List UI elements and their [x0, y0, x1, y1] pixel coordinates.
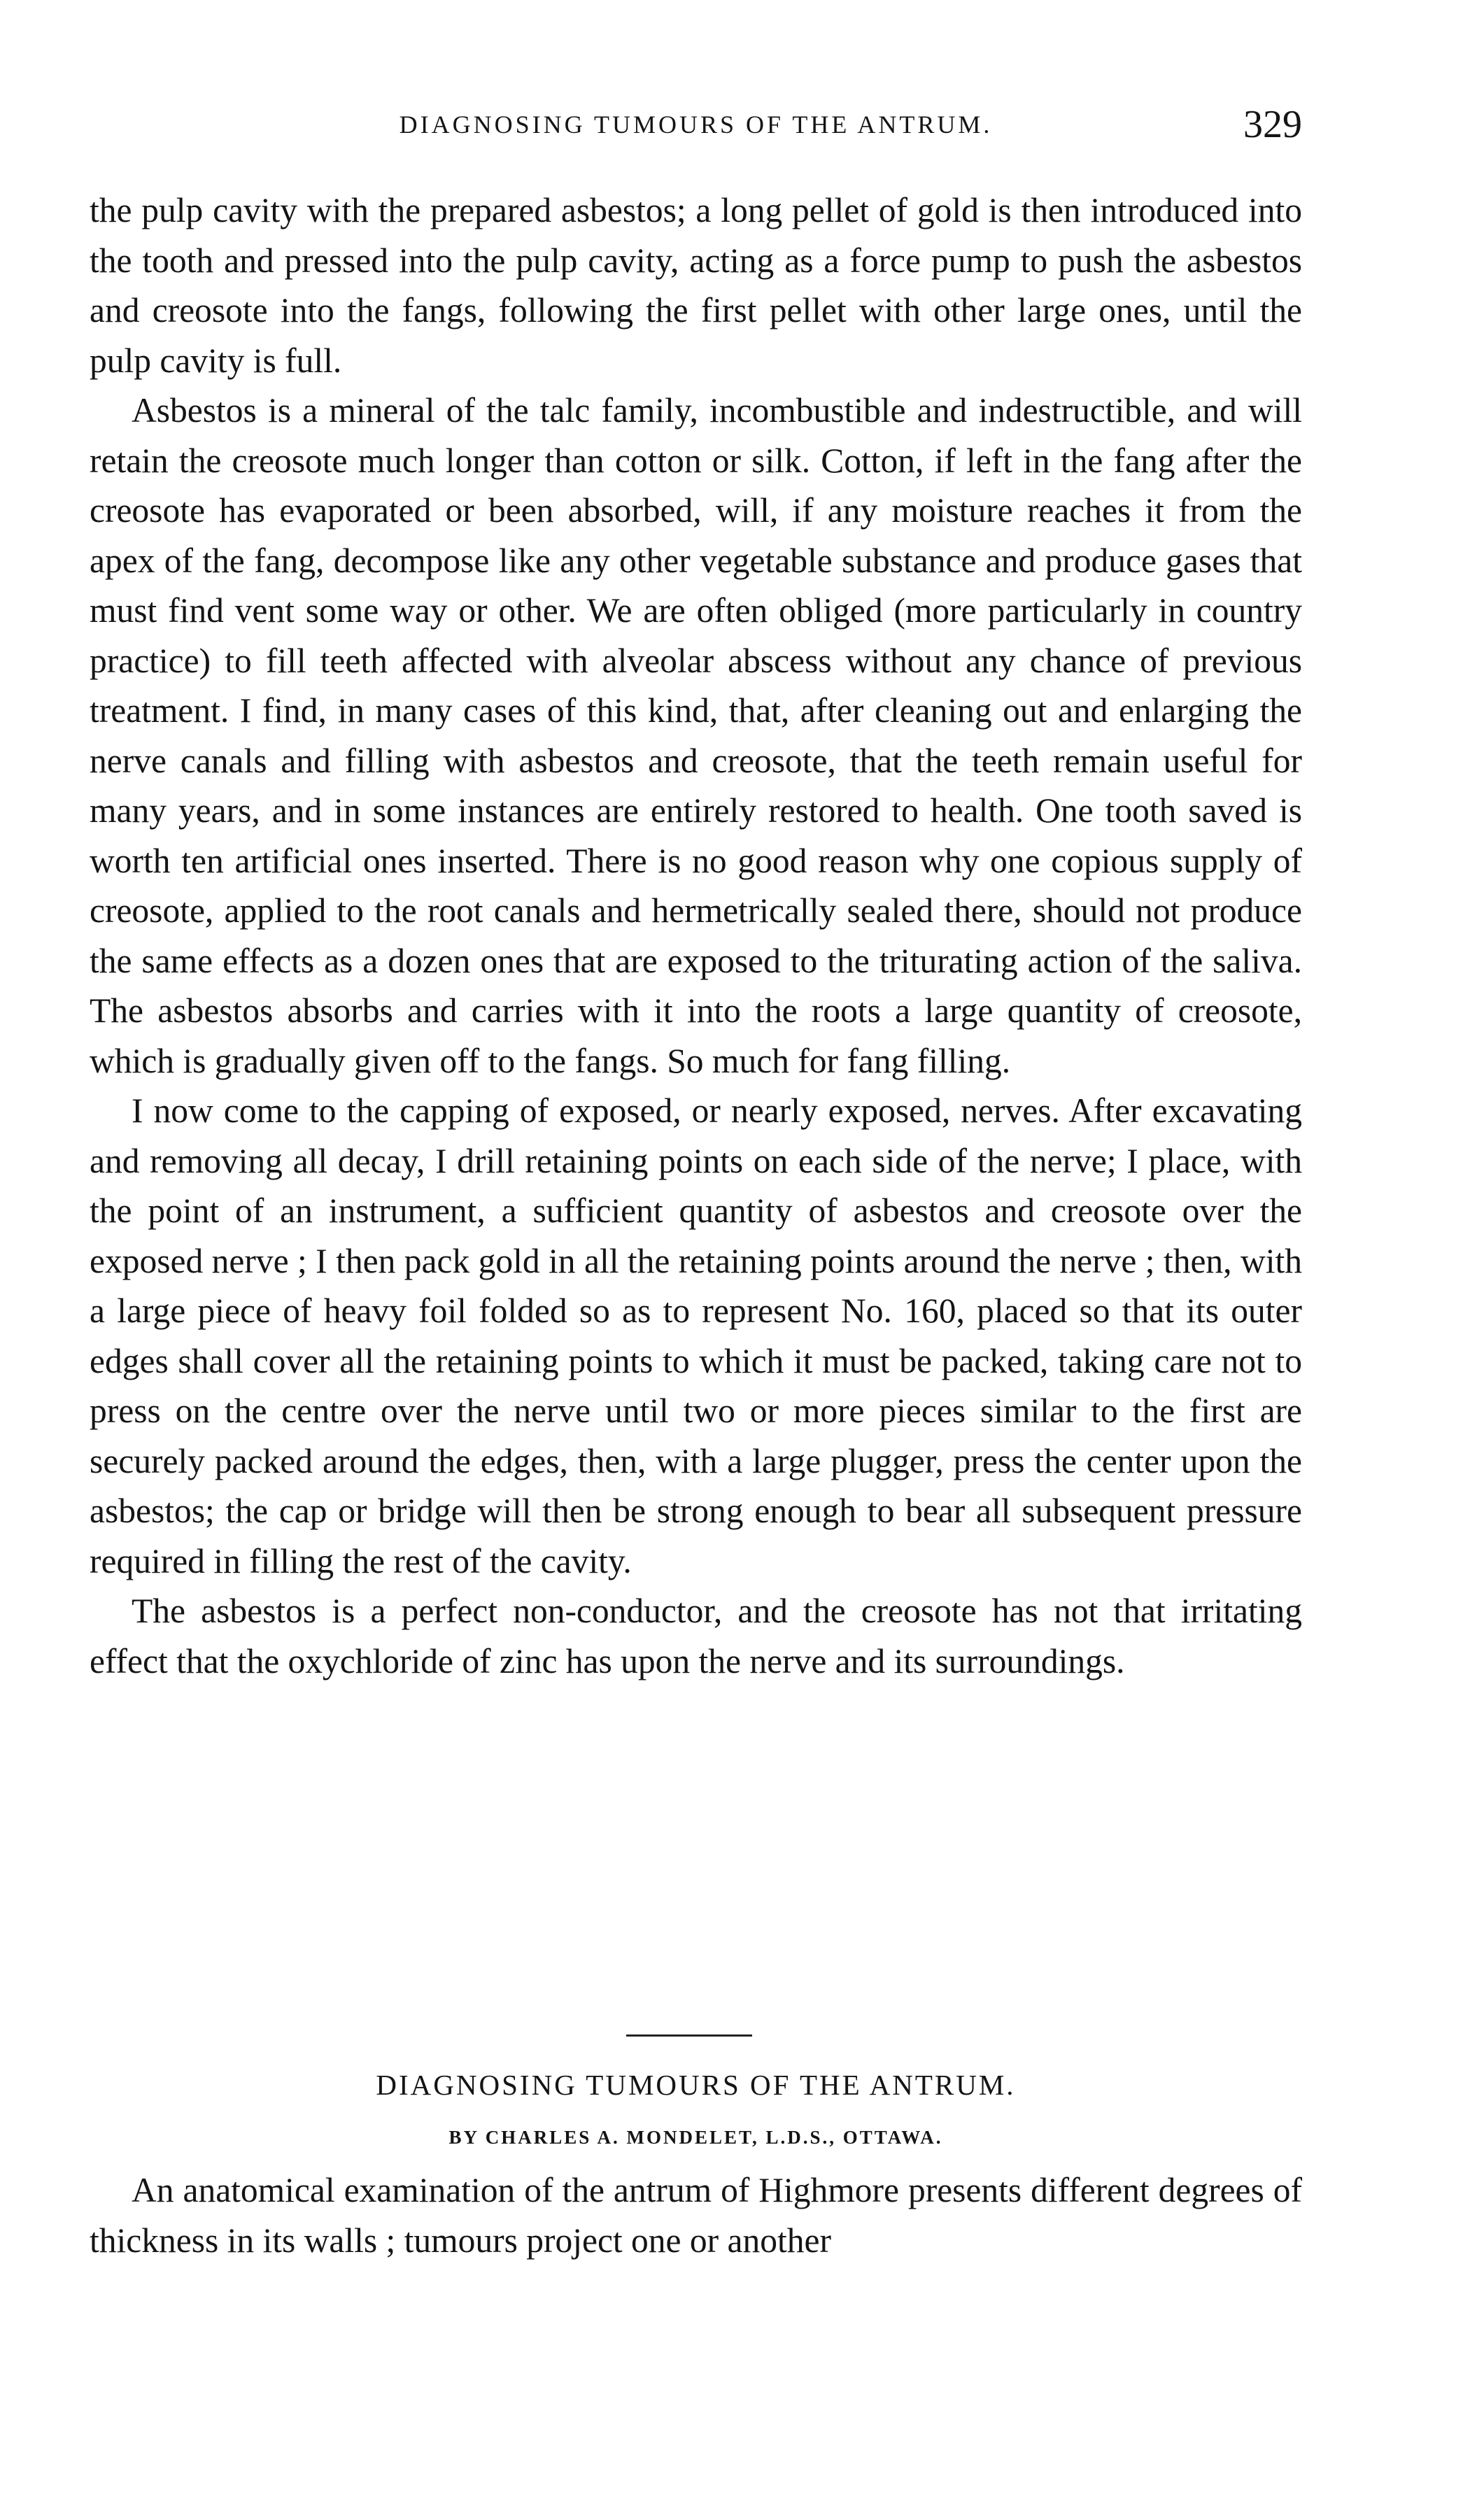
article-title: DIAGNOSING TUMOURS OF THE ANTRUM.: [376, 2069, 1016, 2101]
article-opening-paragraph: An anatomical examination of the antrum of Highmore presents different degrees of thickness in its walls ; tumours project one or another: [90, 2171, 1302, 2260]
running-title: DIAGNOSING TUMOURS OF THE ANTRUM.: [399, 111, 993, 139]
paragraph-capping: I now come to the capping of exposed, or nearly exposed, nerves. After excavating and removing all decay, I drill retaining points on each side of the nerve; I place, with the point of an instrument, a sufficient quantity of asbestos and creosote over the exposed nerve ; I then pack gold in all the retaining points around the nerve ; then, with a large piece of heavy foil folded so as to represent No. 160, placed so that its outer edges shall cover all the retaining points to which it must be packed, taking care not to press on the centre over the nerve until two or more pieces similar to the first are securely packed around the edges, then, with a large plugger, press the center upon the asbestos; the cap or bridge will then be strong enough to bear all subsequent pressure required in filling the rest of the cavity.: [90, 1091, 1302, 1580]
article-byline: BY CHARLES A. MONDELET, L.D.S., OTTAWA.: [448, 2127, 943, 2148]
paragraph-continuation: the pulp cavity with the prepared asbestos; a long pellet of gold is then introduced into the tooth and pressed into the pulp cavity, acting as a force pump to push the asbestos and creosote into the fangs, following the first pellet with other large ones, until the pulp cavity is full.: [90, 191, 1302, 380]
page-number: 329: [1243, 103, 1302, 146]
running-head: [90, 104, 1302, 146]
body-text: [90, 185, 1302, 1686]
section-divider: [626, 2034, 752, 2037]
paragraph-asbestos: Asbestos is a mineral of the talc family, incombustible and indestructible, and will retain the creosote much longer than cotton or silk. Cotton, if left in the fang after the creosote has evaporated or been absorbed, will, if any moisture reaches it from the apex of the fang, decompose like any other vegetable substance and produce gases that must find vent some way or other. We are often obliged (more particularly in country practice) to fill teeth affected with alveolar abscess without any chance of previous treatment. I find, in many cases of this kind, that, after cleaning out and enlarging the nerve canals and filling with asbestos and creosote, that the teeth remain useful for many years, and in some instances are entirely restored to health. One tooth saved is worth ten artificial ones inserted. There is no good reason why one copious supply of creosote, applied to the root canals and hermetrically sealed there, should not produce the same effects as a dozen ones that are exposed to the triturating action of the saliva. The asbestos absorbs and carries with it into the roots a large quantity of creosote, which is gradually given off to the fangs. So much for fang filling.: [90, 391, 1302, 1080]
paragraph-non-conductor: The asbestos is a perfect non-conductor, and the creosote has not that irritating effect that the oxychloride of zinc has upon the nerve and its surroundings.: [90, 1592, 1302, 1680]
article-text: [90, 2165, 1302, 2265]
